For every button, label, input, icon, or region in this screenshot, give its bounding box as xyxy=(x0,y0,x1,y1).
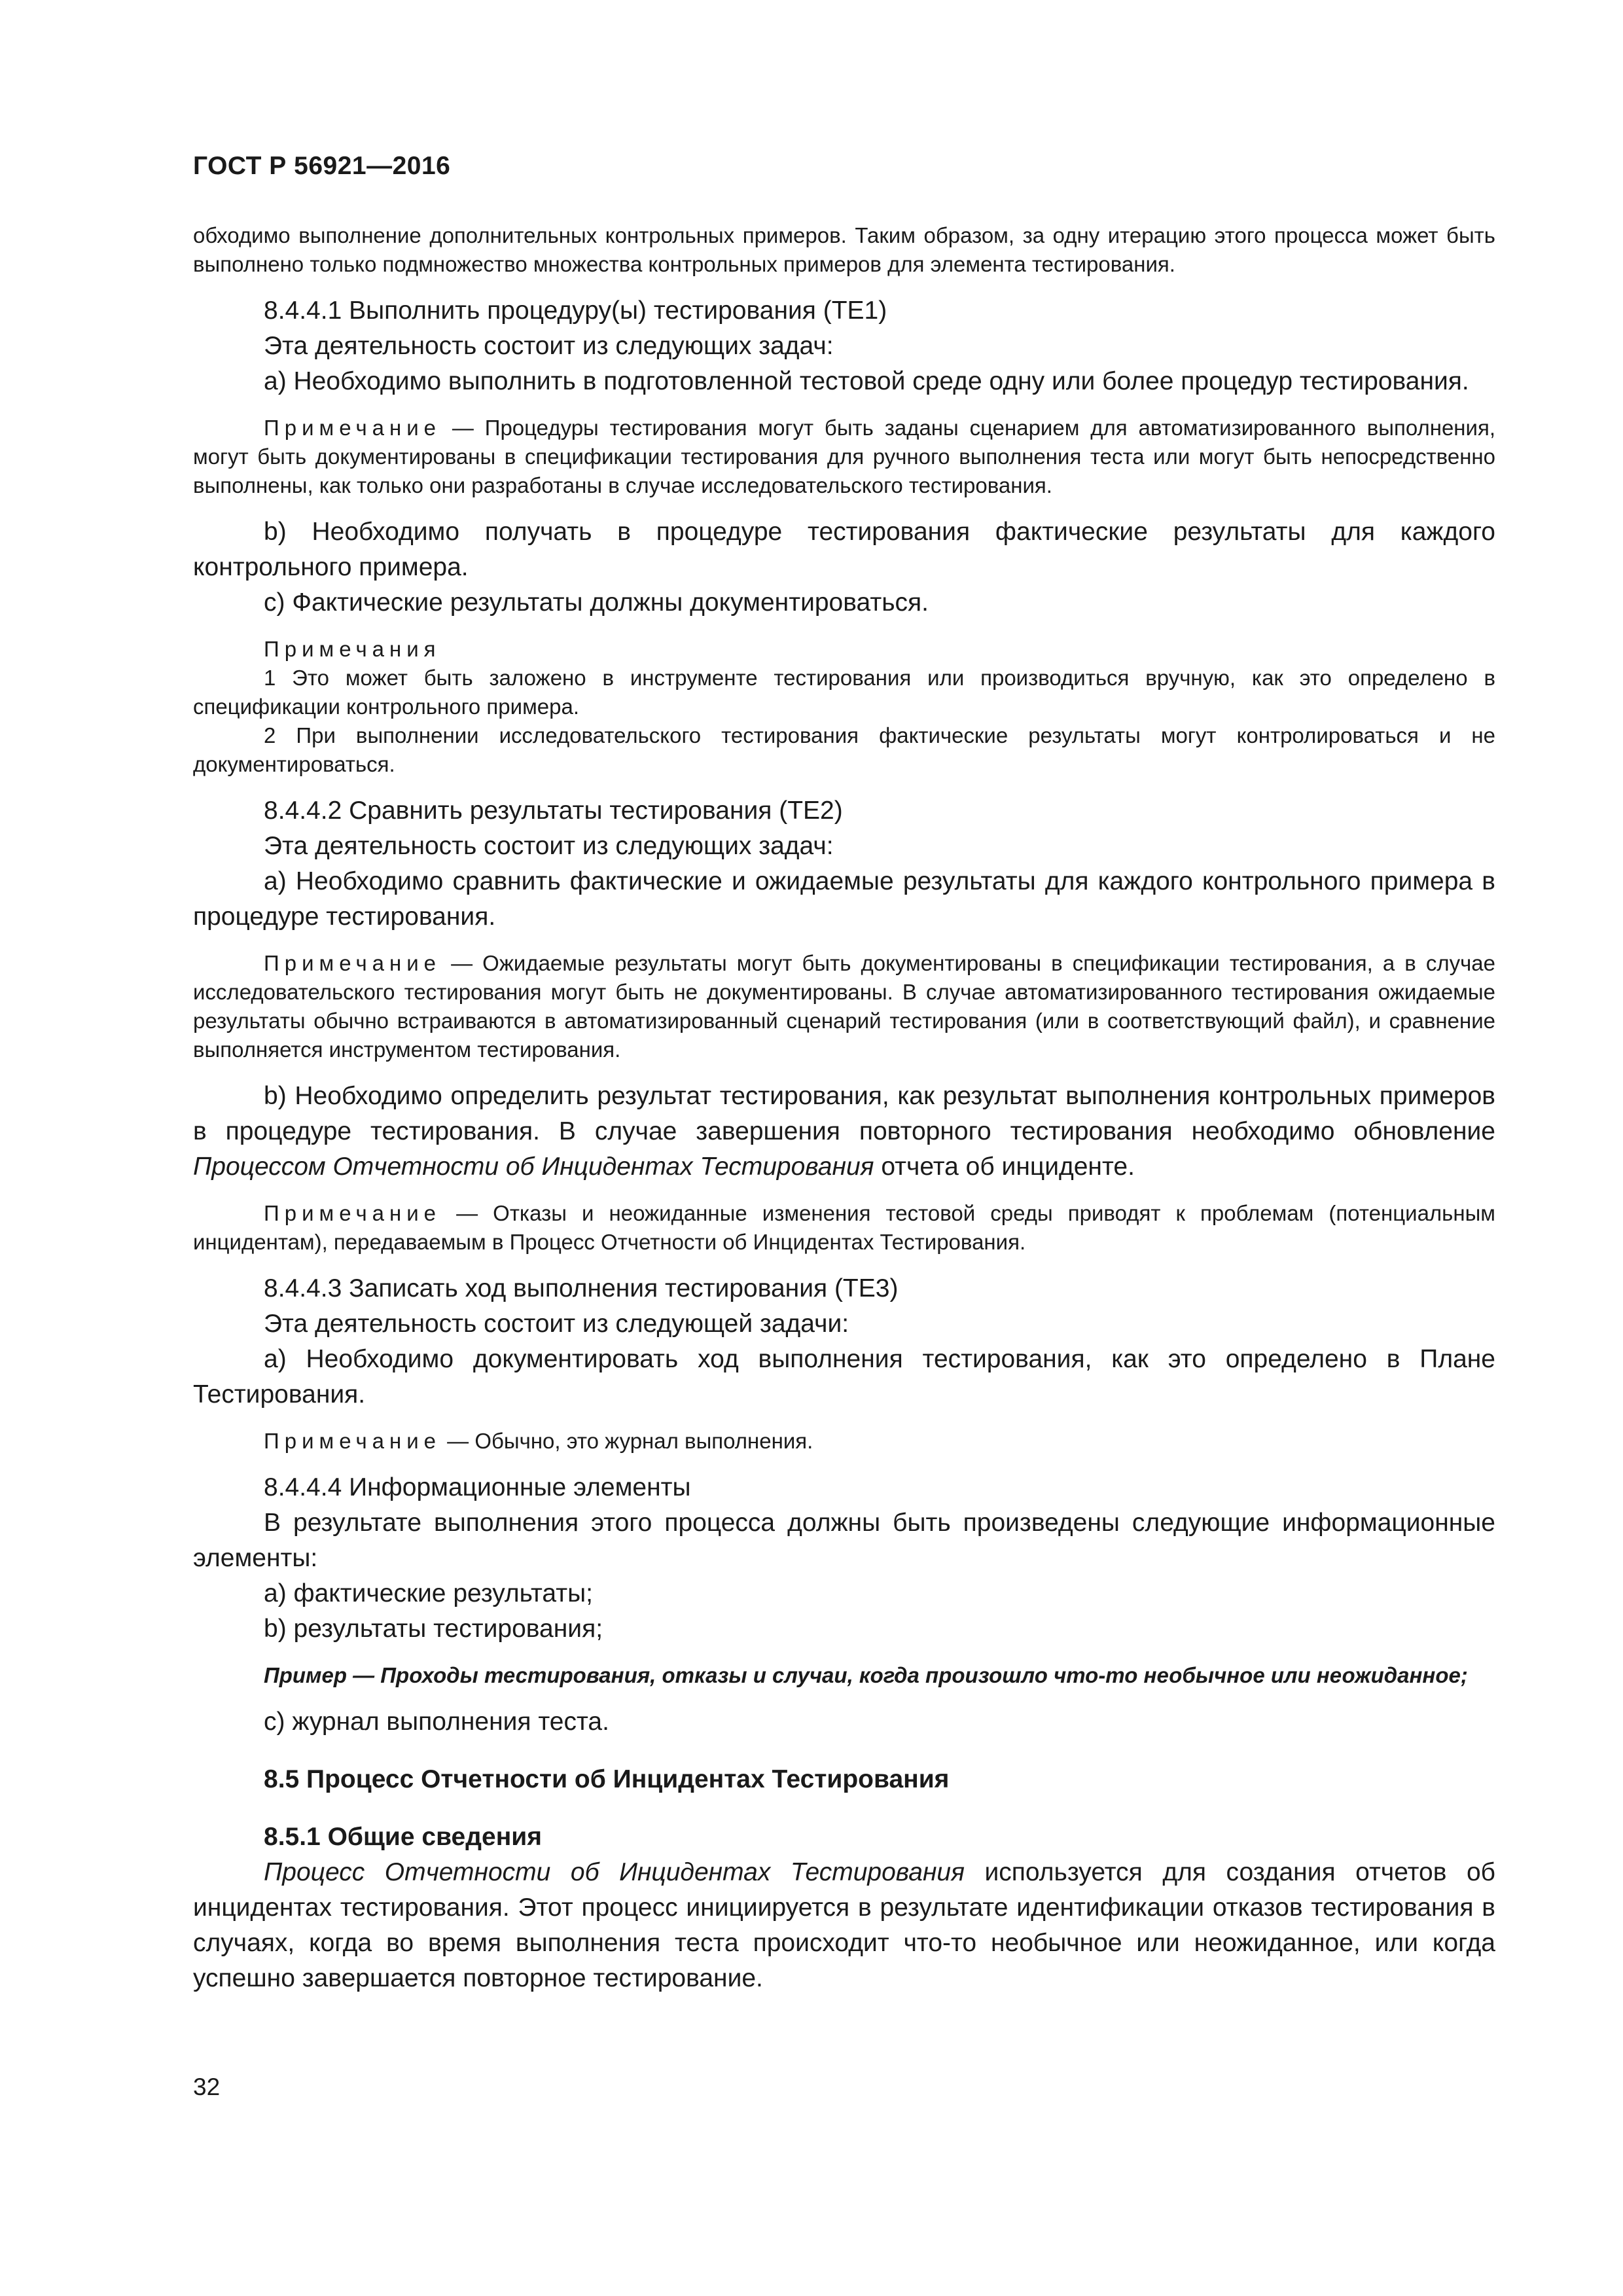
section-8-4-4-2-item-a: a) Необходимо сравнить фактические и ожидаемые результаты для каждого контрольного примера в процедуре тестирования. xyxy=(193,867,1495,931)
section-8-4-4-2-item-b xyxy=(193,1079,1495,1185)
section-8-4-4-3-lead: Эта деятельность состоит из следующей задачи: xyxy=(264,1310,849,1338)
section-8-4-4-2-lead: Эта деятельность состоит из следующих задач: xyxy=(264,832,834,860)
note-text: — Процедуры тестирования могут быть заданы сценарием для автоматизированного выполнения, могут быть документированы в спецификации тестирования для ручного выполнения теста или могут быть непосредственно выполнены, как только они разработаны в случае исследовательского тестирования. xyxy=(193,416,1495,497)
section-8-4-4-4-item-b: b) результаты тестирования; xyxy=(264,1615,603,1643)
section-8-5-1-heading: 8.5.1 Общие сведения xyxy=(264,1823,542,1851)
section-8-4-4-4-lead: В результате выполнения этого процесса должны быть произведены следующие информационные элементы: xyxy=(193,1509,1495,1572)
section-8-4-4-1-title: 8.4.4.1 Выполнить процедуру(ы) тестирования (ТЕ1) xyxy=(264,296,887,325)
section-8-4-4-4-item-a: a) фактические результаты; xyxy=(264,1579,593,1607)
note-8-4-4-2 xyxy=(193,949,1495,1064)
note-text: — Отказы и неожиданные изменения тестовой среды приводят к проблемам (потенциальным инцидентам), передаваемым в Процесс Отчетности об Инцидентах Тестирования. xyxy=(193,1201,1495,1254)
example-text: Пример — Проходы тестирования, отказы и случаи, когда произошло что-то необычное или неожиданное; xyxy=(264,1663,1468,1687)
section-8-5-heading: 8.5 Процесс Отчетности об Инцидентах Тестирования xyxy=(264,1765,950,1793)
standard-header: ГОСТ Р 56921—2016 xyxy=(193,152,451,180)
section-8-4-4-1-item-c: c) Фактические результаты должны документироваться. xyxy=(264,588,929,617)
section-8-4-4-1-lead: Эта деятельность состоит из следующих задач: xyxy=(264,332,834,360)
section-8-4-4-3-title: 8.4.4.3 Записать ход выполнения тестирования (ТЕ3) xyxy=(264,1274,899,1302)
item-b-text: b) Необходимо определить результат тестирования, как результат выполнения контрольных примеров в процедуре тестирования. В случае завершения повторного тестирования необходимо обновление xyxy=(193,1082,1495,1145)
process-name-italic: Процессом Отчетности об Инцидентах Тестирования xyxy=(193,1153,874,1181)
note-label: Примечание xyxy=(264,951,442,975)
section-8-4-4-4-item-c: c) журнал выполнения теста. xyxy=(264,1708,609,1736)
section-8-5-1-paragraph xyxy=(193,1855,1495,1996)
note-8-4-4-2-second xyxy=(193,1199,1495,1257)
item-b-tail: отчета об инциденте. xyxy=(874,1153,1135,1181)
note-label: Примечание xyxy=(264,1429,442,1453)
notes-label: Примечания xyxy=(264,637,441,661)
section-8-4-4-1-item-b: b) Необходимо получать в процедуре тестирования фактические результаты для каждого контрольного примера. xyxy=(193,518,1495,581)
process-name-italic: Процесс Отчетности об Инцидентах Тестирования xyxy=(264,1858,965,1886)
page-number: 32 xyxy=(193,2073,221,2100)
paragraph-text: используется для создания отчетов об инцидентах тестирования. Этот процесс инициируется в результате идентификации отказов тестирования в случаях, когда во время выполнения теста происходит что-то необычное или неожиданное, или когда успешно завершается повторное тестирование. xyxy=(193,1858,1496,1992)
section-8-4-4-2-title: 8.4.4.2 Сравнить результаты тестирования (ТЕ2) xyxy=(264,797,843,825)
note-text: — Обычно, это журнал выполнения. xyxy=(441,1429,813,1453)
note-label: Примечание xyxy=(264,416,442,440)
note-label: Примечание xyxy=(264,1201,442,1225)
document-body xyxy=(193,221,1495,1996)
section-8-4-4-1-item-a: a) Необходимо выполнить в подготовленной тестовой среде одну или более процедур тестирования. xyxy=(264,367,1469,395)
section-8-4-4-4-title: 8.4.4.4 Информационные элементы xyxy=(264,1473,691,1501)
note-8-4-4-3 xyxy=(193,1427,1495,1456)
intro-paragraph: обходимо выполнение дополнительных контрольных примеров. Таким образом, за одну итерацию этого процесса может быть выполнено только подмножество множества контрольных примеров для элемента тестирования. xyxy=(193,223,1495,276)
note-1: 1 Это может быть заложено в инструменте тестирования или производиться вручную, как это определено в спецификации контрольного примера. xyxy=(193,666,1495,719)
note-text: — Ожидаемые результаты могут быть документированы в спецификации тестирования, а в случае исследовательского тестирования могут быть не документированы. В случае автоматизированного тестирования ожидаемые результаты обычно встраиваются в автоматизированный сценарий тестирования (или в соответствующий файл), и сравнение выполняется инструментом тестирования. xyxy=(193,951,1495,1062)
note-2: 2 При выполнении исследовательского тестирования фактические результаты могут контролироваться и не документироваться. xyxy=(193,723,1495,776)
section-8-4-4-3-item-a: a) Необходимо документировать ход выполнения тестирования, как это определено в Плане Тестирования. xyxy=(193,1345,1495,1408)
note-8-4-4-1 xyxy=(193,414,1495,500)
